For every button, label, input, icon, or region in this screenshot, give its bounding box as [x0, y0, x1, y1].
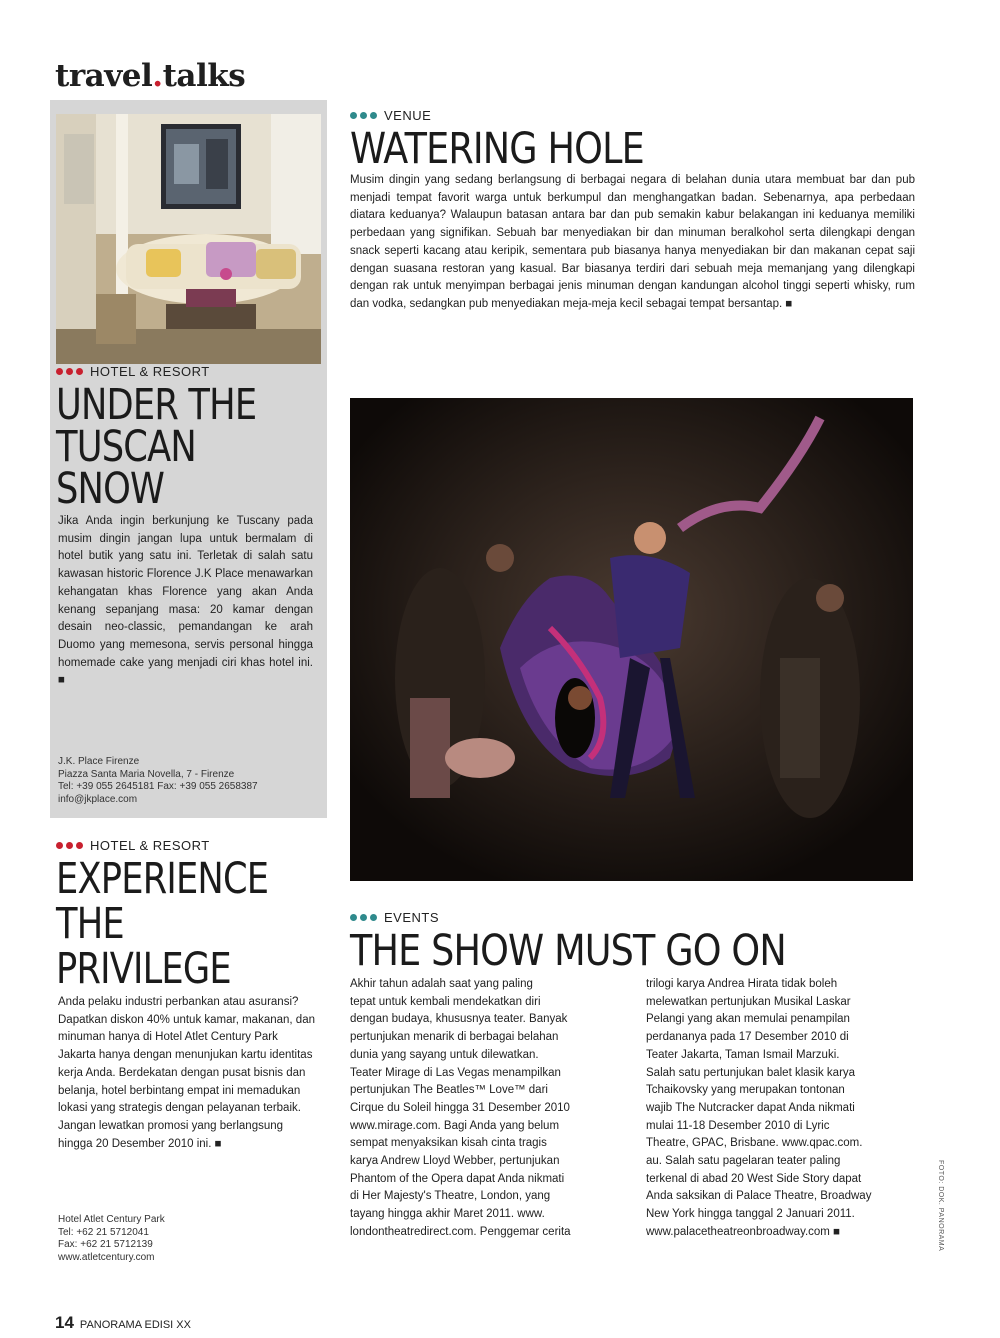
- hotel1-headline-line: UNDER THE: [56, 380, 257, 430]
- events-col1-line: karya Andrew Lloyd Webber, pertunjukan: [350, 1155, 560, 1168]
- events-column-1: [350, 976, 630, 1242]
- hotel2-contact-line: Hotel Atlet Century Park: [58, 1214, 165, 1225]
- hotel2-tag-label: HOTEL & RESORT: [90, 838, 210, 853]
- events-col2-line: Theatre, GPAC, Brisbane. www.qpac.com.: [646, 1137, 863, 1150]
- hotel1-tag-label: HOTEL & RESORT: [90, 364, 210, 379]
- hotel2-contact: [58, 1214, 320, 1264]
- events-headline: THE SHOW MUST GO ON: [350, 926, 786, 976]
- events-col2-line: Salah satu pertunjukan balet klasik karya: [646, 1066, 856, 1079]
- events-col2-line: mulai 11-18 Desember 2010 di Lyric: [646, 1119, 830, 1132]
- hotel2-headline-line: PRIVILEGE: [56, 944, 231, 994]
- events-section-tag: [350, 910, 439, 925]
- events-col2-line: www.palacetheatreonbroadway.com ■: [646, 1225, 841, 1238]
- events-col1-line: londontheatredirect.com. Penggemar cerita: [350, 1225, 571, 1238]
- hotel1-contact-line: Piazza Santa Maria Novella, 7 - Firenze: [58, 768, 235, 780]
- events-col2-line: Anda saksikan di Palace Theatre, Broadway: [646, 1190, 872, 1203]
- events-col2-line: melewatkan pertunjukan Musikal Laskar: [646, 995, 851, 1008]
- events-col1-line: di Her Majesty's Theatre, London, yang: [350, 1190, 551, 1203]
- hotel2-headline-line: THE: [56, 899, 124, 949]
- events-col2-line: New York hingga tanggal 2 Januari 2011.: [646, 1208, 855, 1221]
- events-col1-line: sempat menyaksikan kisah cinta tragis: [350, 1137, 547, 1150]
- red-dots-icon: [56, 368, 83, 375]
- events-tag-label: EVENTS: [384, 910, 440, 925]
- red-dots-icon: [56, 842, 83, 849]
- hotel2-headline-line: EXPERIENCE: [56, 854, 269, 904]
- events-column-2: [646, 976, 921, 1242]
- venue-tag-label: VENUE: [384, 108, 432, 123]
- events-col1-line: tayang hingga akhir Maret 2011. www.: [350, 1208, 545, 1221]
- events-col1-line: pertunjukan The Beatles™ Love™ dari: [350, 1084, 548, 1097]
- stage-performance-photo: [350, 398, 913, 881]
- teal-dots-icon: [350, 914, 377, 921]
- hotel-interior-photo: [56, 114, 321, 364]
- photo-credit: FOTO: DOK. PANORAMA: [937, 1160, 944, 1252]
- events-col2-line: Teater Jakarta, Taman Ismail Marzuki.: [646, 1048, 840, 1061]
- events-col1-line: Cirque du Soleil hingga 31 Desember 2010: [350, 1101, 570, 1114]
- events-col2-line: trilogi karya Andrea Hirata tidak boleh: [646, 978, 838, 990]
- page-number: 14: [55, 1313, 74, 1332]
- hotel2-body-text: Anda pelaku industri perbankan atau asuransi? Dapatkan diskon 40% untuk kamar, makanan, dan minuman hanya di Hotel Atlet Century Park Jakarta hanya dengan menunjukan kartu identitas kerja Anda. Berdekatan dengan pusat bisnis dan belanja, hotel berbintang empat ini memadukan lokasi yang strategis dengan pelayanan terbaik. Jangan lewatkan promosi yang berlangsung hingga 20 Desember 2010 ini. ■: [58, 996, 315, 1150]
- venue-headline: WATERING HOLE: [350, 124, 644, 174]
- hotel2-section-tag: [56, 838, 210, 853]
- masthead-dot: .: [152, 58, 163, 94]
- teal-dots-icon: [350, 112, 377, 119]
- events-col1-line: pertunjukan menarik di berbagai belahan: [350, 1031, 559, 1044]
- section-masthead: [55, 58, 245, 94]
- hotel1-contact-line: Tel: +39 055 2645181 Fax: +39 055 2658387: [58, 781, 258, 792]
- masthead-part2: talks: [162, 58, 246, 94]
- venue-body-text: Musim dingin yang sedang berlangsung di berbagai negara di belahan dunia utara membuat bar dan pub menjadi tempat favorit warga untuk berkumpul dan menghangatkan badan. Sebenarnya, apa perbedaan diatara keduanya? Walaupun batasan antara bar dan pub semakin kabur belakangan ini keduanya memiliki perbedaan yang signifikan. Sebuah bar menyediakan bir dan minuman beralkohol serta dilengkapi dengan snack seperti kacang atau keripik, sementara pub biasanya hanya menyediakan bir dan makanan cepat saji dengan suasana restoran yang kasual. Bar biasanya terdiri dari sebuah meja memanjang yang dilengkapi dengan rak untuk menyimpan berbagai jenis minuman dengan kandungan alcohol tinggi seperti whisky, rum dan vodka, sedangkan pub menyediakan meja-meja kecil sebagai tempat bersantap. ■: [350, 174, 915, 310]
- events-col2-line: terkenal di abad 20 West Side Story dapat: [646, 1172, 862, 1185]
- hotel1-contact-line: info@jkplace.com: [58, 793, 138, 805]
- hotel1-headline: [56, 380, 302, 514]
- events-col2-line: Tchaikovsky yang merupakan tontonan: [646, 1084, 845, 1097]
- events-col2-line: perdananya pada 17 Desember 2010 di: [646, 1031, 849, 1044]
- hotel1-contact-line: J.K. Place Firenze: [58, 756, 140, 767]
- hotel2-contact-line: Tel: +62 21 5712041: [58, 1226, 149, 1238]
- events-col1-line: Teater Mirage di Las Vegas menampilkan: [350, 1066, 561, 1079]
- events-col2-line: au. Salah satu pagelaran teater paling: [646, 1155, 841, 1168]
- events-col2-line: wajib The Nutcracker dapat Anda nikmati: [646, 1101, 855, 1114]
- hotel1-contact: [58, 756, 320, 806]
- hotel2-contact-line: www.atletcentury.com: [58, 1251, 155, 1263]
- hotel2-headline: [56, 854, 302, 994]
- events-col1-line: tepat untuk kembali mendekatkan diri: [350, 995, 541, 1008]
- hotel2-contact-line: Fax: +62 21 5712139: [58, 1239, 153, 1250]
- events-col1-line: Phantom of the Opera dapat Anda nikmati: [350, 1172, 565, 1185]
- hotel1-headline-line: TUSCAN: [56, 422, 196, 472]
- masthead-part1: travel: [55, 58, 153, 94]
- venue-section-tag: [350, 108, 431, 123]
- events-col1-line: www.mirage.com. Bagi Anda yang belum: [350, 1119, 560, 1132]
- hotel1-headline-line: SNOW: [56, 464, 165, 514]
- events-col1-line: dunia yang sayang untuk dilewatkan.: [350, 1048, 539, 1061]
- hotel1-section-tag: [56, 364, 210, 379]
- publication-name: PANORAMA EDISI XX: [79, 1319, 191, 1331]
- events-col1-line: dengan budaya, khususnya teater. Banyak: [350, 1013, 568, 1026]
- page-footer: [55, 1313, 191, 1333]
- events-col2-line: Pelangi yang akan memulai penampilan: [646, 1013, 850, 1026]
- hotel1-body-text: Jika Anda ingin berkunjung ke Tuscany pada musim dingin jangan lupa untuk bermalam di hotel butik yang satu ini. Terletak di salah satu kawasan historic Florence J.K Place menawarkan kehangatan khas Florence yang akan Anda kenang sepanjang masa: 20 kamar dengan desain neo-classic, pemandangan ke arah Duomo yang memesona, servis personal hingga homemade cake yang menjadi ciri khas hotel ini. ■: [58, 515, 313, 687]
- events-col1-line: Akhir tahun adalah saat yang paling: [350, 978, 533, 990]
